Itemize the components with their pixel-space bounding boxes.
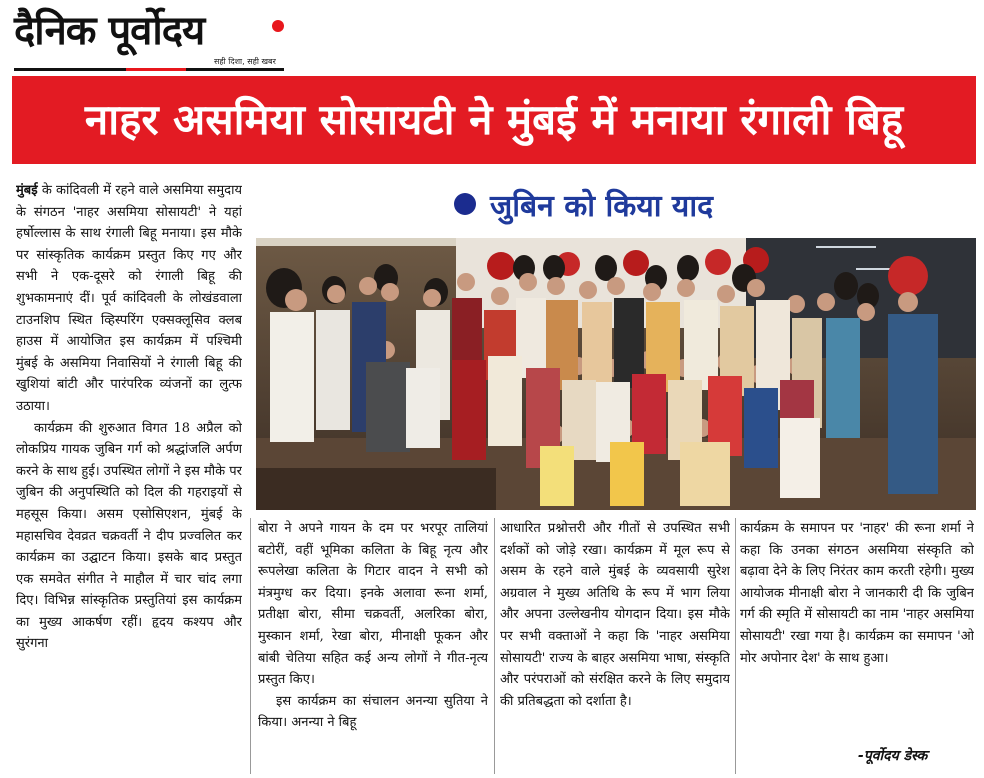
article-column-2 [258,518,488,776]
column-divider [494,518,495,774]
article-dateline: मुंबई [16,183,38,198]
article-byline: -पूर्वोदय डेस्क [858,748,928,764]
article-paragraph-1: के कांदिवली में रहने वाले असमिया समुदाय के संगठन 'नाहर असमिया सोसायटी' ने यहां हर्षोल्लास के साथ रंगाली बिहू मनाया। इस मौके पर सांस्कृतिक कार्यक्रम प्रस्तुत किए गए और सभी ने एक-दूसरे को रंगाली बिहू की शुभकामनाएं दीं। पूर्व कांदिवली के लोखंडवाला टाउनशिप स्थित व्हिस्परिंग एक्सक्लूसिव क्लब हाउस में आयोजित इस कार्यक्रम में पश्चिमी मुंबई के असमिया निवासियों ने रंगाली बिहू की खुशियां बांटी और पारंपरिक व्यंजनों का लुत्फ उठाया। [16,183,242,414]
article-paragraph-6: कार्यक्रम के समापन पर 'नाहर' की रूना शर्मा ने कहा कि उनका संगठन असमिया संस्कृति को बढ़ावा देने के लिए निरंतर काम करती रहेगी। मुख्य आयोजक मीनाक्षी बोरा ने जानकारी दी कि जुबिन गर्ग की स्मृति में सोसायटी का नाम 'नाहर असमिया सोसायटी' रखा गया है। कार्यक्रम का समापन 'ओ मोर अपोनार देश' के साथ हुआ। [740,521,974,666]
article-headline: नाहर असमिया सोसायटी ने मुंबई में मनाया रंगाली बिहू [84,95,904,144]
masthead-tagline: सही दिशा, सही खबर [214,57,276,66]
bullet-icon [454,193,476,215]
masthead [14,8,284,74]
newspaper-logo: दैनिक पूर्वोदय [14,8,205,54]
logo-dot-icon [272,20,284,32]
group-photo-illustration [256,238,976,510]
subheadline [454,182,713,226]
headline-band [12,76,976,164]
article-paragraph-5: आधारित प्रश्नोत्तरी और गीतों से उपस्थित सभी दर्शकों को जोड़े रखा। कार्यक्रम में मूल रूप से असम के रहने वाले मुंबई के व्यवसायी सुरेश अग्रवाल ने मुख्य अतिथि के रूप में भाग लिया और अपना उल्लेखनीय योगदान दिया। इस मौके पर सभी वक्ताओं ने कहा कि 'नाहर असमिया सोसायटी' राज्य के बाहर असमिया भाषा, संस्कृति और परंपराओं को संरक्षित करने के लिए समुदाय की प्रतिबद्धता को दर्शाता है। [500,521,730,709]
article-paragraph-2: कार्यक्रम की शुरुआत विगत 18 अप्रैल को लोकप्रिय गायक जुबिन गर्ग को श्रद्धांजलि अर्पण करने के साथ हुई। उपस्थित लोगों ने इस मौके पर जुबिन की अनुपस्थिति को दिल की गहराइयों से महसूस किया। असम एसोसिएशन, मुंबई के महासचिव देवव्रत चक्रवर्ती ने दीप प्रज्वलित कर कार्यक्रम का उद्घाटन किया। इसके बाद प्रस्तुत एक समवेत संगीत ने माहौल में चार चांद लगा दिए। विभिन्न सांस्कृतिक प्रस्तुतियां इस कार्यक्रम का मुख्य आकर्षण रहीं। हृदय कश्यप और सुरंगना [16,420,242,652]
subheadline-text: जुबिन को किया याद [490,188,714,224]
column-divider [250,518,251,774]
column-divider [735,518,736,774]
article-column-4 [740,518,974,776]
group-photo [256,238,976,510]
article-column-1 [16,180,242,776]
masthead-rule-accent [126,68,186,71]
article-column-3 [500,518,730,776]
article-paragraph-3: बोरा ने अपने गायन के दम पर भरपूर तालियां बटोरीं, वहीं भूमिका कलिता के बिहू नृत्य और रूपलेखा कलिता के गिटार वादन ने सभी को मंत्रमुग्ध कर दिया। इनके अलावा रूना शर्मा, प्रतीक्षा बोरा, सीमा चक्रवर्ती, अलरिका बोरा, मुस्कान शर्मा, रेखा बोरा, मीनाक्षी फूकन और बांबी चेतिया सहित कई अन्य लोगों ने गीत-नृत्य प्रस्तुत किए। [258,521,488,688]
article-paragraph-4: इस कार्यक्रम का संचालन अनन्या सुतिया ने किया। अनन्या ने बिहू [258,693,488,731]
